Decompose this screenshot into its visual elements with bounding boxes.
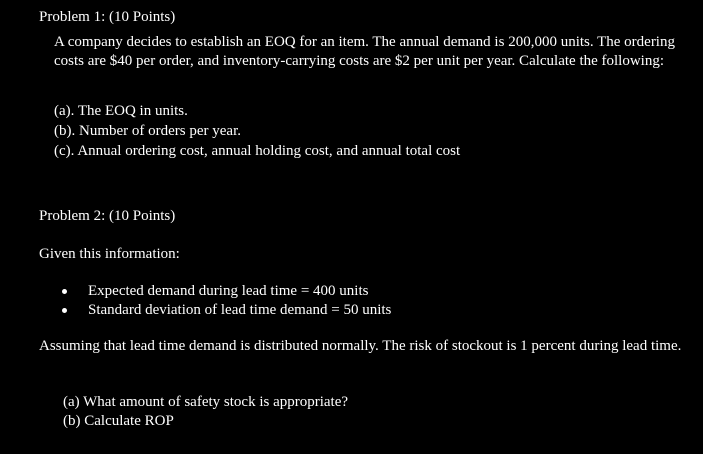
problem-2-bullet-list — [62, 282, 391, 320]
bullet-icon — [62, 289, 67, 294]
problem-1-part-c: (c). Annual ordering cost, annual holding cost, and annual total cost — [54, 143, 461, 159]
list-item — [62, 301, 391, 320]
problem-2-assumption: Assuming that lead time demand is distributed normally. The risk of stockout is 1 percent during lead time. — [39, 338, 682, 354]
problem-2-part-a: (a) What amount of safety stock is appropriate? — [63, 394, 349, 410]
problem-2-given: Given this information: — [39, 246, 180, 262]
bullet-icon — [62, 308, 67, 313]
bullet-text-expected-demand: Expected demand during lead time = 400 units — [88, 283, 369, 299]
bullet-text-std-deviation: Standard deviation of lead time demand = 50 units — [88, 302, 392, 318]
problem-2-part-b: (b) Calculate ROP — [63, 413, 174, 429]
problem-1-parts — [54, 101, 460, 161]
problem-2-title: Problem 2: (10 Points) — [39, 208, 176, 224]
problem-2-parts — [63, 393, 348, 431]
list-item — [62, 282, 391, 301]
problem-1-title: Problem 1: (10 Points) — [39, 9, 176, 25]
problem-1-part-b: (b). Number of orders per year. — [54, 123, 242, 139]
problem-1-statement: A company decides to establish an EOQ for an item. The annual demand is 200,000 units. The ordering costs are $40 per order, and inventory-carrying costs are $2 per unit per year. Calculate the following: — [54, 34, 675, 69]
problem-1-part-a: (a). The EOQ in units. — [54, 103, 188, 119]
